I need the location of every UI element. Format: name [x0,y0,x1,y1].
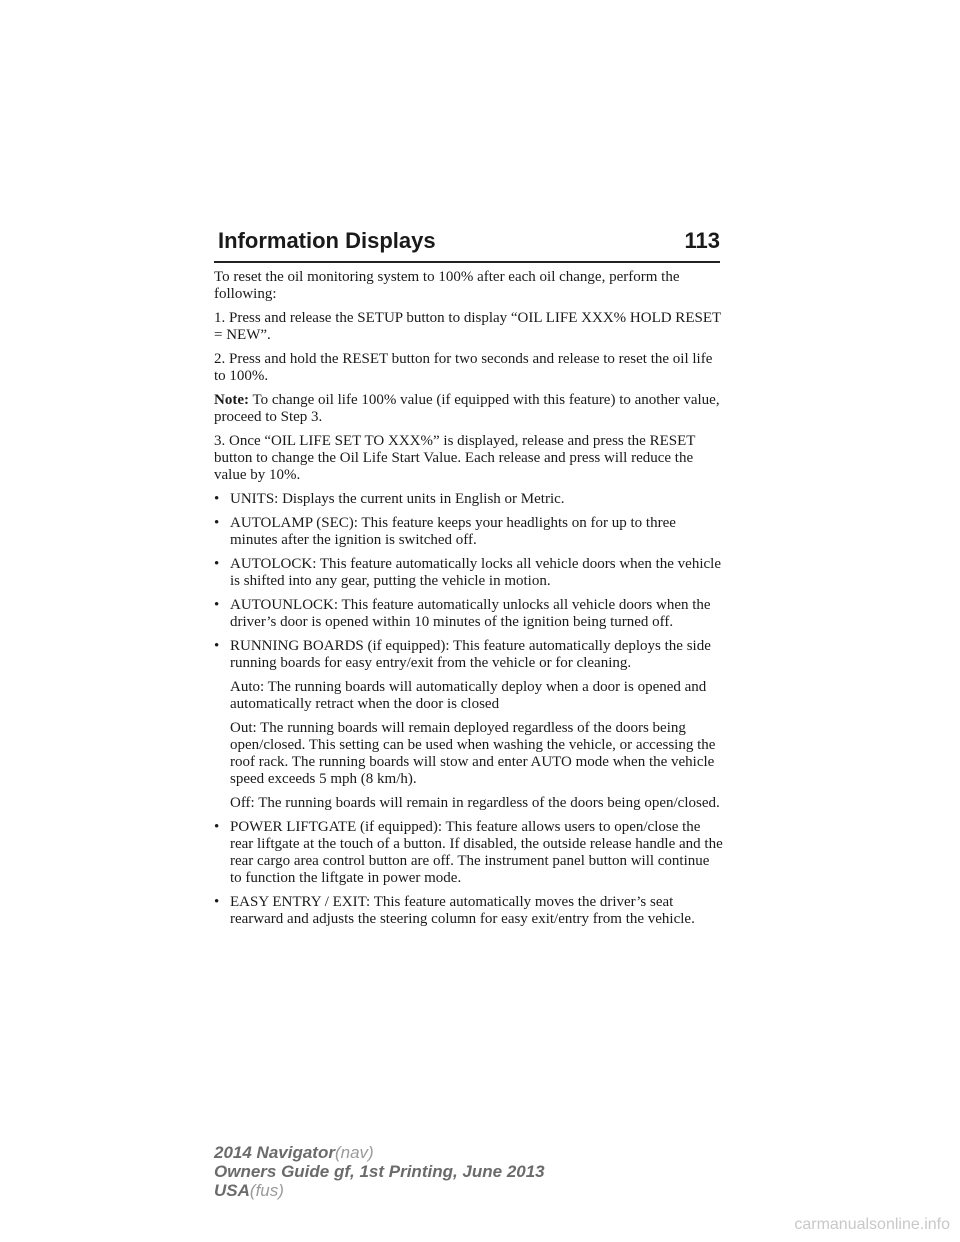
footer-line-3 [214,1181,545,1200]
bullet-units [214,491,724,508]
note-label: Note: [214,392,249,408]
footer-printing: Owners Guide gf, 1st Printing, June 2013 [214,1162,545,1181]
bullet-text: RUNNING BOARDS (if equipped): This feature automatically deploys the side running boards for easy entry/exit from the vehicle or for cleaning. [230,638,711,671]
page-footer [214,1143,545,1200]
footer-line-2 [214,1162,545,1181]
bullet-autolamp [214,515,724,549]
bullet-autounlock [214,597,724,631]
footer-model: 2014 Navigator [214,1143,335,1162]
bullet-dot: • [214,515,220,531]
bullet-dot: • [214,638,220,654]
note-paragraph [214,392,724,426]
footer-model-code: (nav) [334,1143,374,1162]
bullet-dot: • [214,556,220,572]
bullet-power-liftgate [214,819,724,887]
step-1: 1. Press and release the SETUP button to display “OIL LIFE XXX% HOLD RESET = NEW”. [214,310,721,343]
bullet-easy-entry-exit [214,894,724,928]
bullet-autolock [214,556,724,590]
running-boards-off: Off: The running boards will remain in regardless of the doors being open/closed. [230,795,720,811]
site-watermark: carmanualsonline.info [794,1216,950,1233]
running-boards-auto: Auto: The running boards will automatically deploy when a door is opened and automatically retract when the door is closed [230,679,707,712]
bullet-dot: • [214,491,220,507]
footer-market: USA [214,1181,250,1200]
bullet-text: AUTOLAMP (SEC): This feature keeps your headlights on for up to three minutes after the ignition is switched off. [230,515,676,548]
step-2: 2. Press and hold the RESET button for two seconds and release to reset the oil life to 100%. [214,351,713,384]
bullet-dot: • [214,597,220,613]
page-header [214,228,720,262]
bullet-running-boards [214,638,724,672]
bullet-text: AUTOUNLOCK: This feature automatically unlocks all vehicle doors when the driver’s door is opened within 10 minutes of the ignition being turned off. [230,597,711,630]
header-rule [214,261,720,263]
footer-line-1 [214,1143,545,1162]
note-text: To change oil life 100% value (if equipped with this feature) to another value, proceed to Step 3. [214,392,720,425]
footer-market-code: (fus) [249,1181,284,1200]
section-title: Information Displays [218,228,436,253]
running-boards-out: Out: The running boards will remain deployed regardless of the doors being open/closed. This setting can be used when washing the vehicle, or accessing the roof rack. The running boards will stow and enter AUTO mode when the vehicle speed exceeds 5 mph (8 km/h). [230,720,716,787]
step-3: 3. Once “OIL LIFE SET TO XXX%” is displayed, release and press the RESET button to change the Oil Life Start Value. Each release and press will reduce the value by 10%. [214,433,696,483]
bullet-text: POWER LIFTGATE (if equipped): This feature allows users to open/close the rear liftgate at the touch of a button. If disabled, the outside release handle and the rear cargo area control button are off. The instrument panel button will continue to function the liftgate in power mode. [230,819,723,886]
intro-paragraph: To reset the oil monitoring system to 100% after each oil change, perform the following: [214,269,680,302]
page-number: 113 [684,228,720,253]
bullet-text: EASY ENTRY / EXIT: This feature automatically moves the driver’s seat rearward and adjusts the steering column for easy exit/entry from the vehicle. [230,894,695,927]
page-body [214,269,724,935]
bullet-text: UNITS: Displays the current units in English or Metric. [230,491,565,507]
bullet-text: AUTOLOCK: This feature automatically locks all vehicle doors when the vehicle is shifted into any gear, putting the vehicle in motion. [230,556,721,589]
bullet-dot: • [214,819,220,835]
bullet-dot: • [214,894,220,910]
